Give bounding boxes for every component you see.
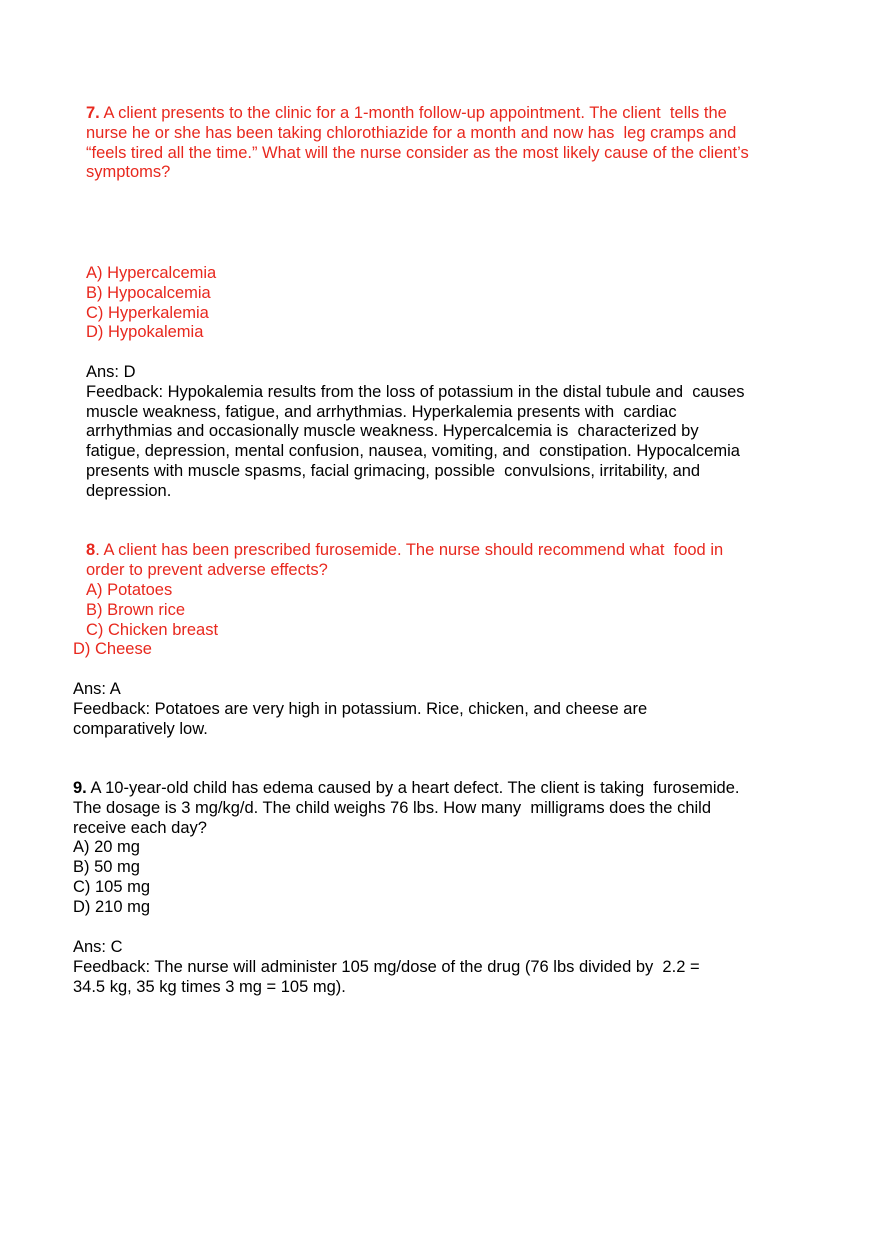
question-7-feedback-line: presents with muscle spasms, facial grimacing, possible convulsions, irritability, and	[86, 461, 701, 480]
question-8-option-d-block	[73, 640, 152, 660]
question-8-stem-line: . A client has been prescribed furosemide. The nurse should recommend what food in	[95, 541, 724, 559]
question-9-stem	[73, 779, 740, 918]
question-9-stem-line: A 10-year-old child has edema caused by a heart defect. The client is taking furosemide.	[86, 779, 740, 797]
question-8-option-d: D) Cheese	[73, 640, 152, 658]
question-9-option-c: C) 105 mg	[73, 877, 151, 896]
question-9-answer: Ans: C	[73, 938, 123, 956]
question-7-answer-block	[86, 363, 745, 502]
question-9-feedback-line: 34.5 kg, 35 kg times 3 mg = 105 mg).	[73, 977, 346, 996]
question-8-feedback-line: Feedback: Potatoes are very high in potassium. Rice, chicken, and cheese are	[73, 699, 648, 718]
question-7-stem-line: A client presents to the clinic for a 1-month follow-up appointment. The client tells the	[99, 104, 727, 122]
question-9-feedback-line: Feedback: The nurse will administer 105 mg/dose of the drug (76 lbs divided by 2.2 =	[73, 957, 700, 976]
question-7-options	[86, 264, 216, 343]
question-7-option-a: A) Hypercalcemia	[86, 264, 217, 282]
question-9-number: 9.	[73, 779, 87, 797]
question-9-option-a: A) 20 mg	[73, 838, 140, 857]
question-9-stem-line: receive each day?	[73, 818, 207, 837]
question-8-answer-block	[73, 680, 647, 739]
question-8-stem	[86, 541, 723, 581]
question-7-option-d: D) Hypokalemia	[86, 323, 204, 342]
question-8-answer: Ans: A	[73, 680, 121, 698]
question-9-option-b: B) 50 mg	[73, 858, 140, 877]
question-9-stem-line: The dosage is 3 mg/kg/d. The child weighs 76 lbs. How many milligrams does the child	[73, 798, 711, 817]
question-7-option-c: C) Hyperkalemia	[86, 303, 209, 322]
question-7-stem-line: “feels tired all the time.” What will the nurse consider as the most likely cause of the client’s	[86, 143, 749, 162]
question-7-stem-line: symptoms?	[86, 163, 171, 182]
question-8-option-b: B) Brown rice	[86, 600, 186, 619]
question-8-stem-line: order to prevent adverse effects?	[86, 560, 328, 579]
question-7-answer: Ans: D	[86, 363, 136, 381]
question-9-answer-block	[73, 938, 700, 997]
question-7-feedback-line: muscle weakness, fatigue, and arrhythmias. Hyperkalemia presents with cardiac	[86, 402, 677, 421]
question-9-option-d: D) 210 mg	[73, 897, 151, 916]
question-7-stem-line: nurse he or she has been taking chlorothiazide for a month and now has leg cramps and	[86, 123, 737, 142]
question-8-number: 8	[86, 541, 96, 559]
question-8-option-c: C) Chicken breast	[86, 620, 219, 639]
question-7-feedback-line: arrhythmias and occasionally muscle weakness. Hypercalcemia is characterized by	[86, 422, 699, 441]
question-8-option-a: A) Potatoes	[86, 581, 173, 599]
question-8-feedback-line: comparatively low.	[73, 719, 208, 738]
question-7-feedback-line: Feedback: Hypokalemia results from the loss of potassium in the distal tubule and causes	[86, 382, 745, 401]
question-7-feedback-line: fatigue, depression, mental confusion, nausea, vomiting, and constipation. Hypocalcemia	[86, 442, 740, 461]
question-7-number: 7.	[86, 104, 100, 122]
question-7-stem	[86, 104, 749, 183]
question-7-feedback-line: depression.	[86, 481, 172, 500]
question-8-options	[86, 581, 218, 640]
question-7-option-b: B) Hypocalcemia	[86, 283, 211, 302]
